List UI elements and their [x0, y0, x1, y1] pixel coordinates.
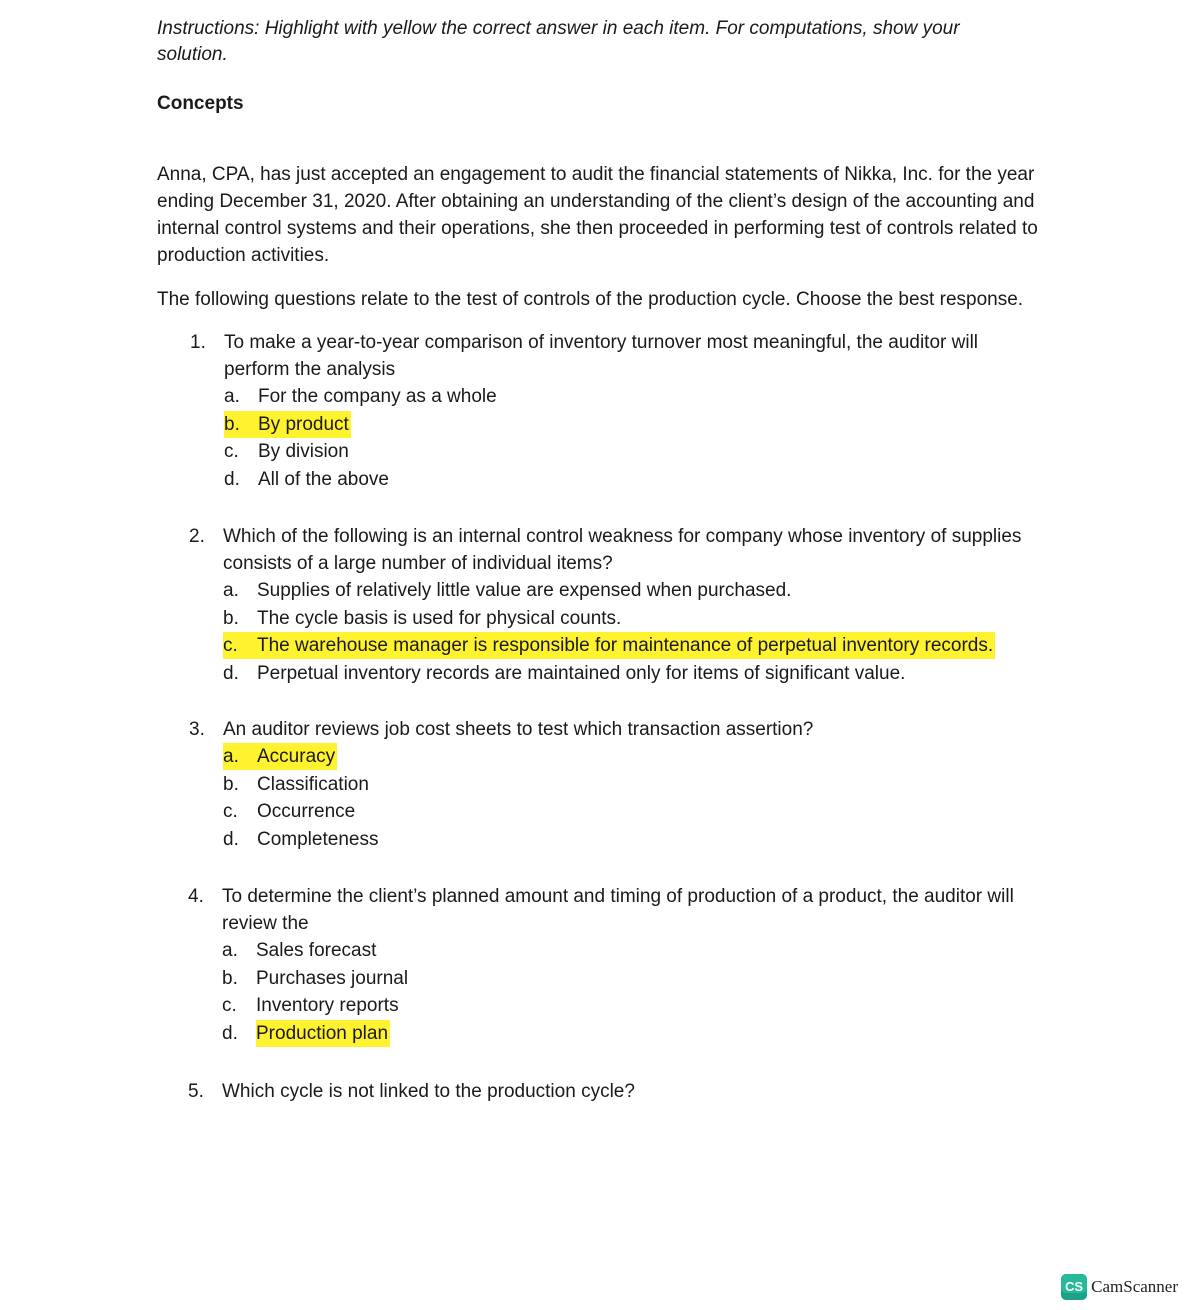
option-c-highlighted[interactable] [223, 632, 1043, 660]
question-4 [188, 883, 1042, 1047]
answer-highlight [224, 411, 351, 438]
question-number: 5. [188, 1081, 204, 1102]
option-letter: c. [224, 441, 239, 463]
option-d[interactable] [224, 466, 1044, 494]
option-a[interactable] [224, 383, 1044, 411]
option-text: Perpetual inventory records are maintained only for items of significant value. [257, 662, 906, 684]
option-text: Occurrence [257, 801, 356, 823]
intro-paragraph: Anna, CPA, has just accepted an engagement to audit the financial statements of Nikka, Inc. for the year ending December 31, 2020. After obtaining an understanding of the client’s design of the accounting and internal control systems and their operations, she then proceeded in performing test of controls related to production activities. [157, 164, 1038, 266]
question-text: Which of the following is an internal control weakness for company whose inventory of supplies consists of a large number of individual items? [223, 526, 1022, 574]
option-text: Production plan [256, 1022, 389, 1044]
section-title: Concepts [157, 93, 244, 114]
option-letter: d. [222, 1022, 238, 1044]
question-number: 1. [190, 332, 206, 353]
option-text: Classification [257, 773, 369, 795]
option-c[interactable] [224, 438, 1044, 466]
instructions-text: Instructions: Highlight with yellow the correct answer in each item. For computations, show your solution. [157, 18, 960, 65]
option-d[interactable] [223, 660, 1043, 688]
option-letter: c. [223, 635, 238, 657]
option-letter: a. [223, 580, 239, 602]
option-a-highlighted[interactable] [223, 743, 1043, 771]
option-text: For the company as a whole [258, 386, 497, 408]
option-text: Purchases journal [256, 967, 409, 989]
option-letter: b. [223, 773, 239, 795]
option-letter: d. [224, 468, 240, 490]
option-letter: b. [222, 967, 238, 989]
answer-options [222, 937, 1042, 1047]
option-text: By product [258, 413, 349, 435]
option-b-highlighted[interactable] [224, 411, 1044, 439]
question-text: Which cycle is not linked to the production cycle? [222, 1081, 635, 1102]
lead-paragraph: The following questions relate to the test of controls of the production cycle. Choose the best response. [157, 289, 1024, 310]
camscanner-label: CamScanner [1091, 1277, 1178, 1296]
answer-highlight [223, 743, 337, 770]
option-letter: a. [222, 940, 238, 962]
option-text: Accuracy [257, 746, 336, 768]
option-a[interactable] [222, 937, 1042, 965]
question-3 [189, 716, 1043, 853]
question-number: 2. [189, 526, 205, 547]
option-c[interactable] [223, 798, 1043, 826]
option-letter: c. [223, 801, 238, 823]
question-text: To make a year-to-year comparison of inventory turnover most meaningful, the auditor will perform the analysis [224, 332, 979, 380]
option-letter: b. [223, 607, 239, 629]
question-number: 3. [189, 719, 205, 740]
option-text: By division [258, 441, 349, 463]
question-5 [188, 1078, 1042, 1105]
option-text: The cycle basis is used for physical counts. [257, 607, 622, 629]
option-text: The warehouse manager is responsible for maintenance of perpetual inventory records. [257, 635, 994, 657]
option-text: Supplies of relatively little value are expensed when purchased. [257, 580, 792, 602]
camscanner-watermark [1061, 1274, 1178, 1300]
answer-highlight [223, 632, 995, 659]
option-d-highlighted[interactable] [222, 1020, 1042, 1048]
option-b[interactable] [222, 965, 1042, 993]
option-letter: a. [224, 386, 240, 408]
option-b[interactable] [223, 771, 1043, 799]
option-letter: d. [223, 828, 239, 850]
question-text: To determine the client’s planned amount and timing of production of a product, the auditor will review the [222, 886, 1014, 934]
answer-highlight [256, 1020, 390, 1047]
option-letter: d. [223, 662, 239, 684]
option-text: Inventory reports [256, 995, 399, 1017]
option-text: All of the above [258, 468, 389, 490]
camscanner-logo-icon [1061, 1274, 1087, 1300]
question-2 [189, 523, 1043, 687]
option-text: Sales forecast [256, 940, 377, 962]
answer-options [224, 383, 1044, 493]
question-1 [190, 329, 1044, 493]
answer-options [223, 743, 1043, 853]
option-letter: a. [223, 746, 239, 768]
option-a[interactable] [223, 577, 1043, 605]
option-d[interactable] [223, 826, 1043, 854]
question-text: An auditor reviews job cost sheets to test which transaction assertion? [223, 719, 814, 740]
camscanner-logo-text: CS [1065, 1279, 1084, 1294]
option-letter: c. [222, 995, 237, 1017]
question-number: 4. [188, 886, 204, 907]
answer-options [223, 577, 1043, 687]
option-text: Completeness [257, 828, 379, 850]
option-b[interactable] [223, 605, 1043, 633]
option-letter: b. [224, 413, 240, 435]
option-c[interactable] [222, 992, 1042, 1020]
